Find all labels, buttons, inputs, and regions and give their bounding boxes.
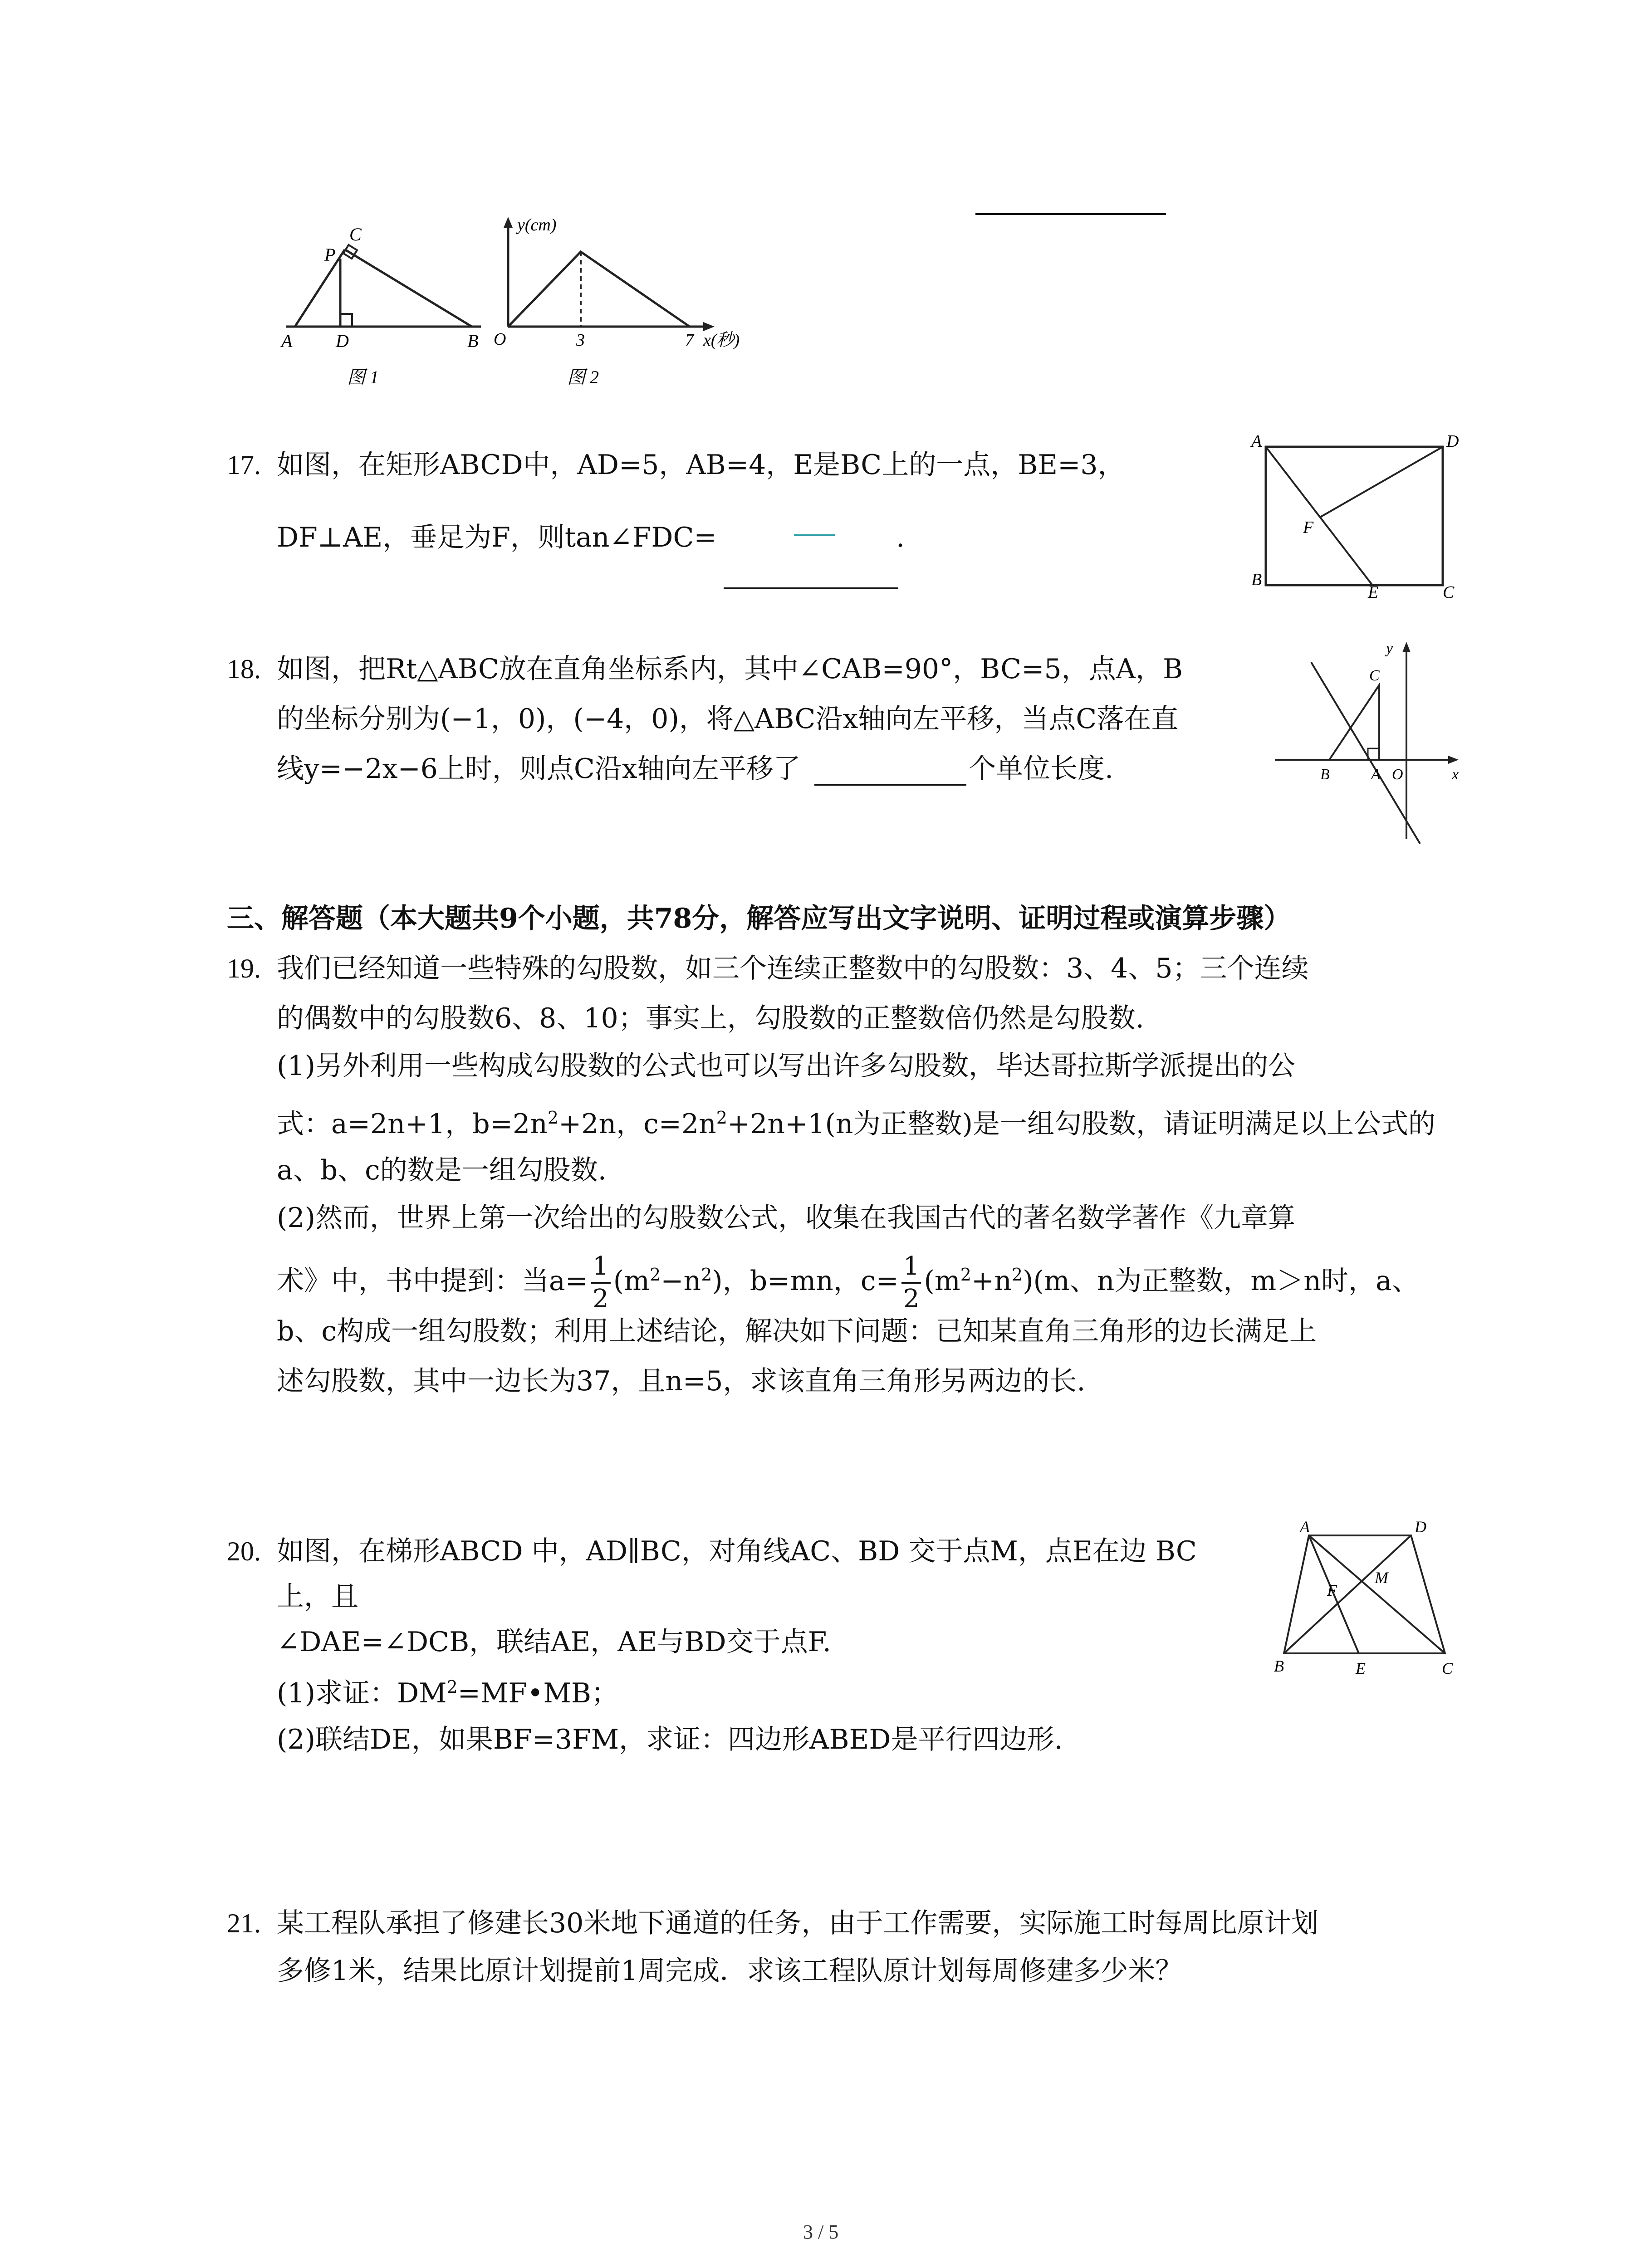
- q18-line1: 如图，把Rt△ABC放在直角坐标系内，其中∠CAB=90°，BC=5，点A，B: [277, 653, 1183, 685]
- q19-p1-line1: (1)另外利用一些构成勾股数的公式也可以写出许多勾股数，毕达哥拉斯学派提出的公: [277, 1050, 1295, 1082]
- q19-p2-line2: 术》中，书中提到：当a= $\frac{1}{2}$ $(m^2-n^2)$，b=mn，c= $\frac{1}{2}$ $(m^2+n^2)(m$、n为正整数，m＞n时，a、: [277, 1251, 1419, 1314]
- q18-fig-a: A: [1371, 766, 1381, 783]
- q21-number: 21.: [227, 1908, 261, 1938]
- fig1-label-a: A: [281, 331, 293, 351]
- q18-fig-o: O: [1392, 766, 1403, 783]
- q17-line1: 如图，在矩形ABCD中，AD=5，AB=4，E是BC上的一点，BE=3，: [277, 449, 1125, 481]
- q18-line3-a: 线y=−2x−6上时，则点C沿x轴向左平移了: [277, 753, 801, 785]
- fig1-label-p: P: [324, 244, 336, 265]
- q18-fig-c: C: [1369, 667, 1380, 684]
- q19-p1-line3: a、b、c的数是一组勾股数.: [277, 1154, 607, 1186]
- fig2-y-label: y(cm): [517, 215, 557, 235]
- q19-p2-line1: (2)然而，世界上第一次给出的勾股数公式，收集在我国古代的著名数学著作《九章算: [277, 1202, 1295, 1234]
- q20-fig-c: C: [1442, 1659, 1453, 1677]
- q18-line3-b: 个单位长度.: [969, 753, 1114, 785]
- q17-number: 17.: [227, 450, 261, 480]
- q19-line1: 我们已经知道一些特殊的勾股数，如三个连续正整数中的勾股数：3、4、5；三个连续: [277, 953, 1309, 984]
- q20-fig-m: M: [1375, 1569, 1388, 1587]
- q19-p2-line3: b、c构成一组勾股数；利用上述结论，解决如下问题：已知某直角三角形的边长满足上: [277, 1315, 1317, 1347]
- q19-number: 19.: [227, 953, 261, 983]
- q17-fig-f: F: [1303, 518, 1314, 537]
- q19-line2: 的偶数中的勾股数6、8、10；事实上，勾股数的正整数倍仍然是勾股数.: [277, 1002, 1144, 1034]
- q20-part2: (2)联结DE，如果BF=3FM，求证：四边形ABED是平行四边形.: [277, 1724, 1063, 1755]
- q18-number: 18.: [227, 654, 261, 684]
- q21-line1: 某工程队承担了修建长30米地下通道的任务，由于工作需要，实际施工时每周比原计划: [277, 1907, 1319, 1939]
- figure-2: [481, 209, 762, 399]
- fig1-label-b: B: [467, 331, 479, 351]
- q18-line2: 的坐标分别为(−1，0)，(−4，0)，将△ABC沿x轴向左平移，当点C落在直: [277, 703, 1179, 735]
- q18-figure: [1270, 635, 1470, 844]
- fig1-label-d: D: [336, 331, 349, 351]
- q20-fig-d: D: [1415, 1518, 1426, 1536]
- fig2-origin: O: [494, 330, 506, 349]
- q19-frac-half-2: $\frac{1}{2}$: [901, 1254, 921, 1312]
- fig2-x-label: x(秒): [703, 331, 740, 350]
- q20-line2: 上，且: [277, 1581, 358, 1613]
- q20-figure: [1266, 1515, 1465, 1683]
- q17-figure: [1239, 431, 1465, 599]
- section-3-title: 三、解答题（本大题共9个小题，共78分，解答应写出文字说明、证明过程或演算步骤）: [227, 903, 1291, 934]
- q21-line2: 多修1米，结果比原计划提前1周完成．求该工程队原计划每周修建多少米？: [277, 1955, 1183, 1987]
- q20-fig-a: A: [1300, 1518, 1310, 1536]
- q18-fig-x: x: [1452, 766, 1459, 783]
- q19-frac-half-1: $\frac{1}{2}$: [591, 1254, 611, 1312]
- q18-answer-blank: [814, 784, 966, 786]
- figure-1: [272, 218, 499, 399]
- q17-fig-b: B: [1251, 570, 1262, 589]
- q20-fig-b: B: [1274, 1657, 1284, 1675]
- fig2-caption: 图 2: [567, 367, 599, 387]
- q17-period: .: [896, 522, 905, 553]
- q17-fig-c: C: [1443, 583, 1455, 599]
- q20-fig-f: F: [1327, 1581, 1337, 1599]
- q17-line2: DF⊥AE，垂足为F，则tan∠FDC=: [277, 522, 717, 553]
- q20-number: 20.: [227, 1536, 261, 1566]
- q18-fig-b: B: [1320, 766, 1330, 783]
- q17-fig-a: A: [1251, 432, 1262, 451]
- q17-fig-e: E: [1368, 583, 1379, 599]
- q17-fraction-dash: [794, 534, 835, 536]
- q19-p2-line4: 述勾股数，其中一边长为37，且n=5，求该直角三角形另两边的长.: [277, 1365, 1086, 1397]
- page-number: 3 / 5: [803, 2221, 839, 2243]
- q17-answer-blank: [724, 587, 898, 589]
- q19-p1-line2: 式：a=2n+1，$b=2n^2+2n$，$c=2n^2+2n+1(n$为正整数)是一组勾股数，请证明满足以上公式的: [277, 1108, 1435, 1140]
- q20-line3: ∠DAE=∠DCB，联结AE，AE与BD交于点F.: [277, 1626, 831, 1658]
- fig1-caption: 图 1: [347, 367, 379, 387]
- fig2-tick-3: 3: [576, 331, 585, 350]
- fig2-tick-7: 7: [685, 331, 694, 350]
- answer-blank-16: [975, 213, 1166, 215]
- q20-part1: (1)求证：$DM^2=MF•MB$；: [277, 1677, 618, 1709]
- q20-line1: 如图，在梯形ABCD 中，AD∥BC，对角线AC、BD 交于点M，点E在边 BC: [277, 1535, 1197, 1567]
- q18-fig-y: y: [1386, 640, 1393, 657]
- q20-fig-e: E: [1356, 1659, 1366, 1677]
- q17-fig-d: D: [1446, 432, 1459, 451]
- fig1-label-c: C: [349, 224, 362, 244]
